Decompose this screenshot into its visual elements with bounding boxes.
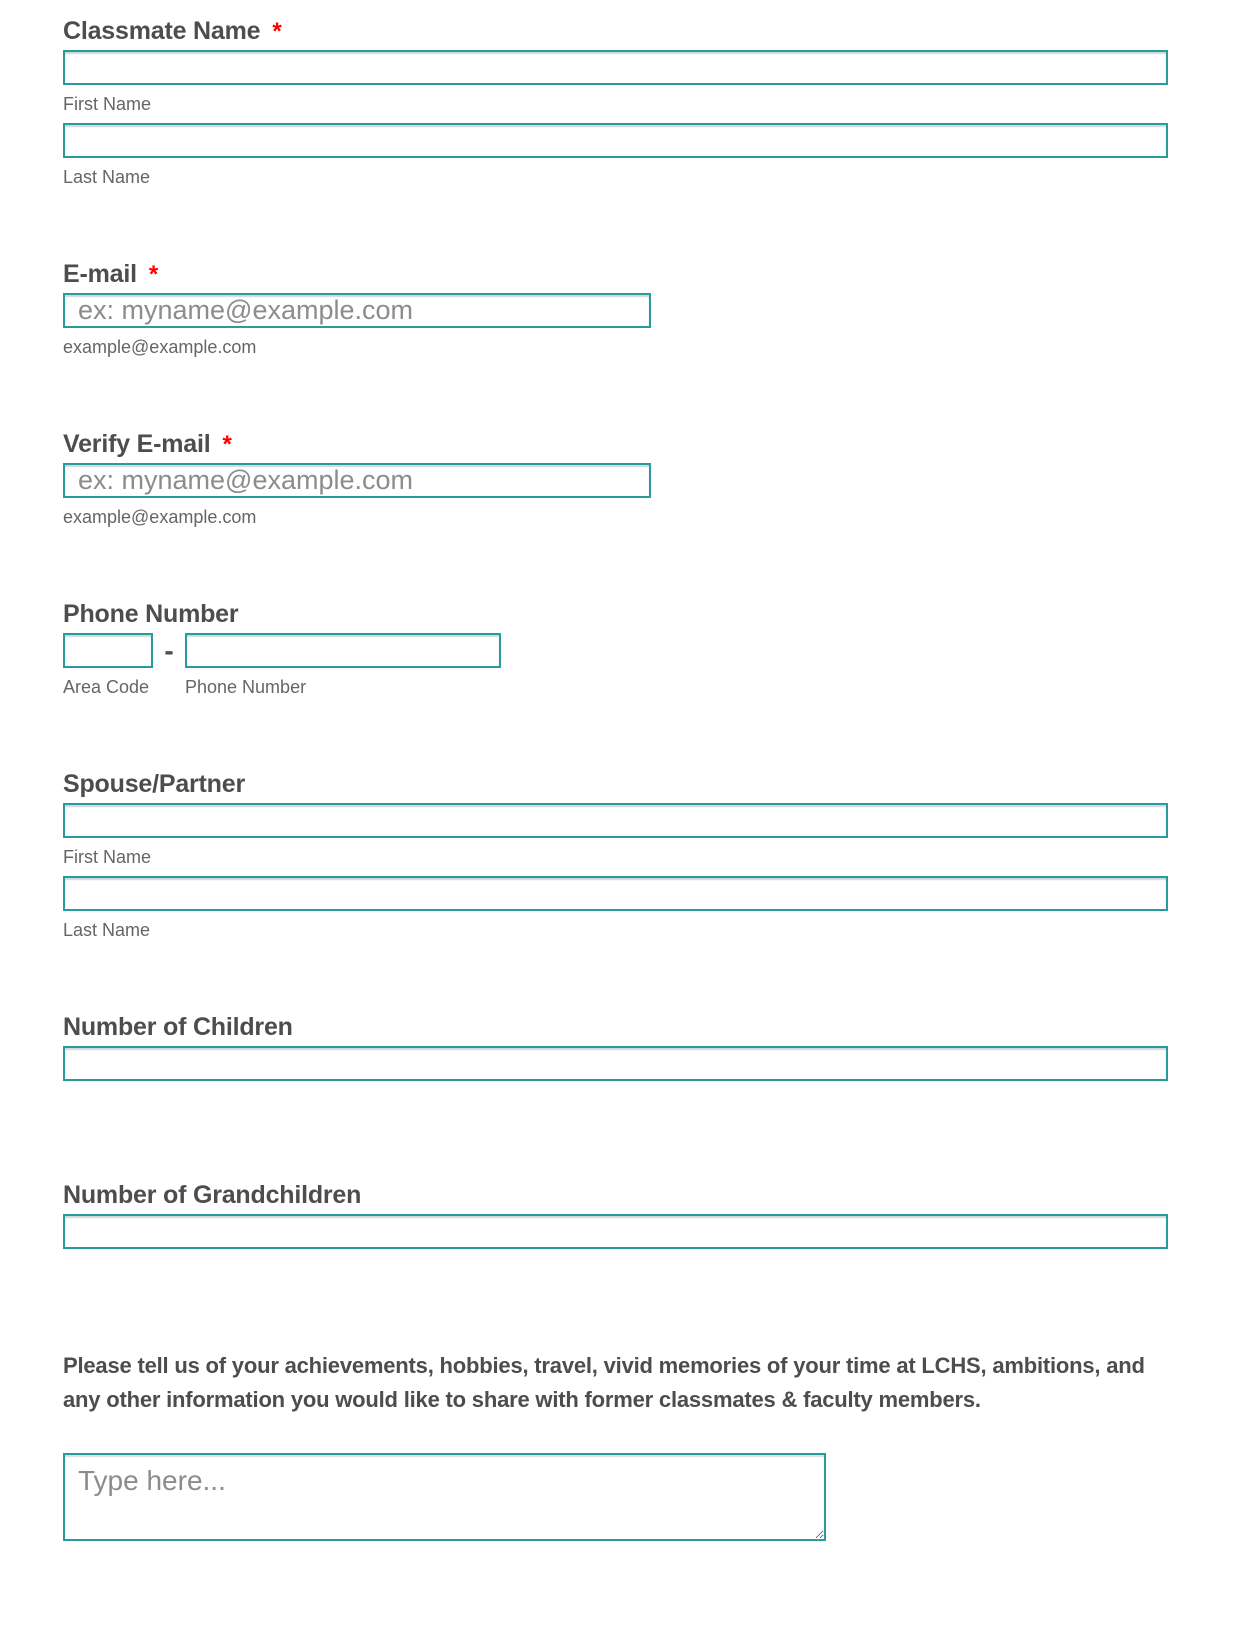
email-label — [63, 260, 1168, 289]
number-of-grandchildren-label-text: Number of Grandchildren — [63, 1181, 362, 1209]
spouse-last-name-input[interactable] — [63, 876, 1168, 911]
question-verify-email — [63, 430, 1168, 528]
phone-number-sublabel: Phone Number — [185, 677, 307, 697]
number-of-grandchildren-label — [63, 1181, 1168, 1210]
classmate-last-name-sublabel: Last Name — [63, 167, 151, 187]
required-asterisk: * — [148, 261, 158, 288]
verify-email-label — [63, 430, 1168, 459]
question-number-of-children — [63, 1013, 1168, 1081]
number-of-children-label-text: Number of Children — [63, 1013, 293, 1041]
classmate-first-name-input[interactable] — [63, 50, 1168, 85]
verify-email-sublabel: example@example.com — [63, 507, 257, 527]
question-spouse-partner — [63, 770, 1168, 941]
email-label-text: E-mail — [63, 260, 137, 288]
area-code-input[interactable] — [63, 633, 153, 668]
phone-separator: - — [164, 635, 174, 666]
area-code-sublabel: Area Code — [63, 677, 150, 697]
phone-number-label-text: Phone Number — [63, 600, 239, 628]
spouse-partner-label-text: Spouse/Partner — [63, 770, 245, 798]
number-of-grandchildren-input[interactable] — [63, 1214, 1168, 1249]
spouse-last-name-sublabel: Last Name — [63, 920, 151, 940]
question-email — [63, 260, 1168, 358]
spouse-first-name-input[interactable] — [63, 803, 1168, 838]
about-question-label: Please tell us of your achievements, hobbies, travel, vivid memories of your time at LCHS, ambitions, and any other information you would like to share with former classmates & faculty members. — [63, 1353, 1145, 1412]
question-number-of-grandchildren — [63, 1181, 1168, 1249]
classmate-last-name-input[interactable] — [63, 123, 1168, 158]
email-sublabel: example@example.com — [63, 337, 257, 357]
required-asterisk: * — [272, 18, 282, 45]
phone-sublabel-row — [63, 668, 1168, 698]
about-textarea[interactable] — [63, 1453, 826, 1541]
question-phone-number — [63, 600, 1168, 698]
question-classmate-name — [63, 17, 1168, 188]
classmate-first-name-sublabel: First Name — [63, 94, 152, 114]
phone-number-input[interactable] — [185, 633, 501, 668]
phone-input-row — [63, 633, 1168, 668]
number-of-children-input[interactable] — [63, 1046, 1168, 1081]
email-input[interactable] — [63, 293, 651, 328]
question-about-you — [63, 1349, 1168, 1541]
spouse-partner-label — [63, 770, 1168, 799]
spouse-first-name-sublabel: First Name — [63, 847, 152, 867]
required-asterisk: * — [222, 431, 232, 458]
classmate-name-label — [63, 17, 1168, 46]
number-of-children-label — [63, 1013, 1168, 1042]
phone-number-label — [63, 600, 1168, 629]
classmate-name-label-text: Classmate Name — [63, 17, 261, 45]
verify-email-label-text: Verify E-mail — [63, 430, 211, 458]
verify-email-input[interactable] — [63, 463, 651, 498]
